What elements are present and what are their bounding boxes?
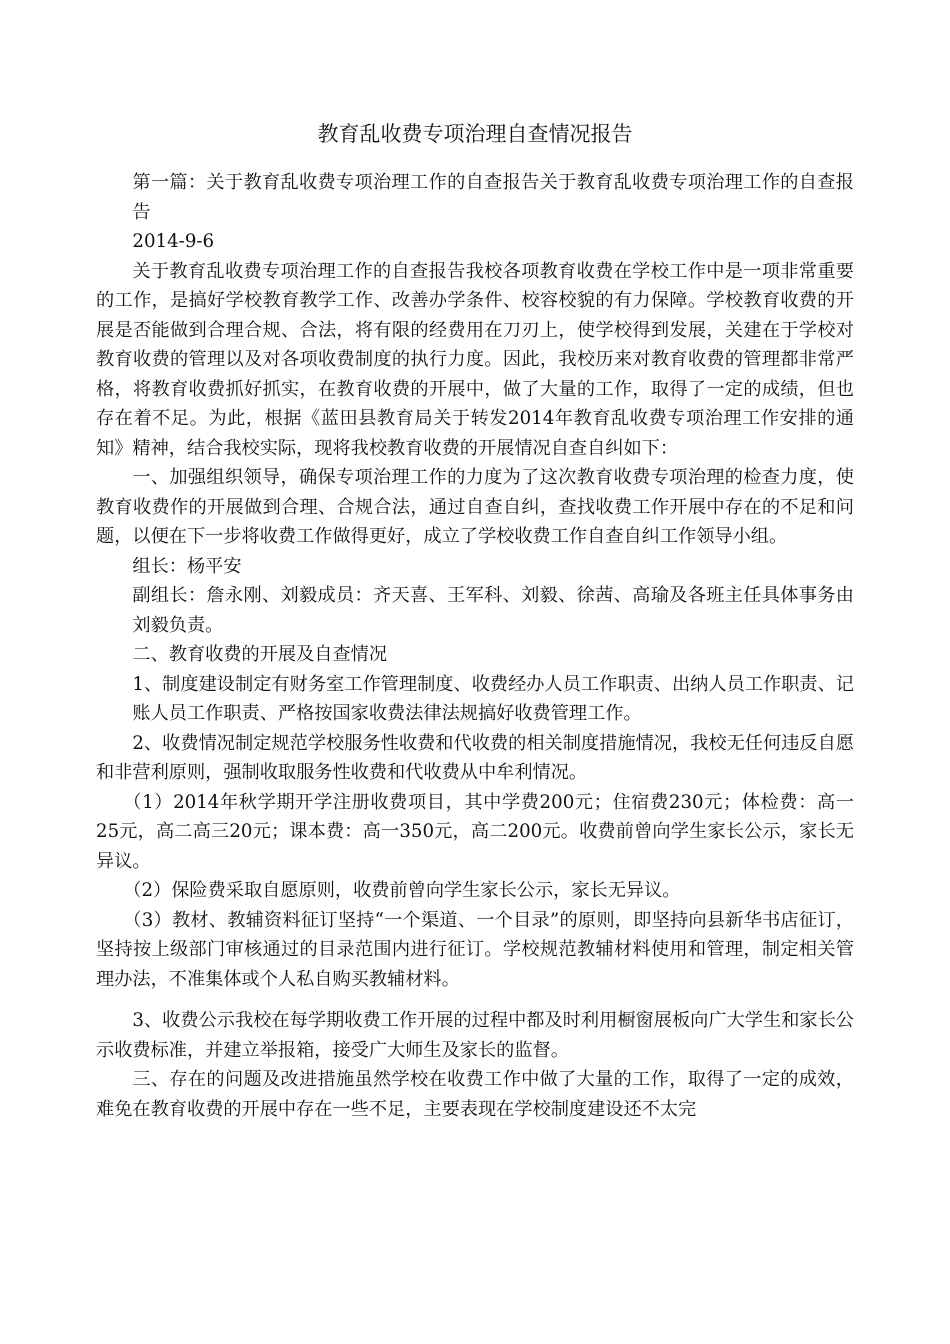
paragraph-section-1: 一、加强组织领导，确保专项治理工作的力度为了这次教育收费专项治理的检查力度，使教育收费作的开展做到合理、合规合法，通过自查自纠，查找收费工作开展中存在的不足和问题，以便在下一步将收费工作做得更好，成立了学校收费工作自查自纠工作领导小组。: [96, 467, 854, 547]
document-date: 2014-9-6: [132, 231, 215, 252]
document-body: [96, 168, 854, 1124]
paragraph-item-1: 1、制度建设制定有财务室工作管理制度、收费经办人员工作职责、出纳人员工作职责、记账人员工作职责、严格按国家收费法律法规搞好收费管理工作。: [132, 673, 854, 724]
paragraph-leader: 组长：杨平安: [132, 555, 242, 577]
paragraph-section-2: 二、教育收费的开展及自查情况: [132, 644, 388, 665]
paragraph-members: 副组长：詹永刚、刘毅成员：齐天喜、王军科、刘毅、徐茜、高瑜及各班主任具体事务由刘毅负责。: [132, 585, 854, 636]
paragraph-subitem-1: （1）2014年秋学期开学注册收费项目，其中学费200元；住宿费230元；体检费：高一25元，高二高三20元；课本费：高一350元，高二200元。收费前曾向学生家长公示，家长无异议。: [96, 791, 854, 872]
paragraph-subitem-3: （3）教材、教辅资料征订坚持“一个渠道、一个目录”的原则，即坚持向县新华书店征订，坚持按上级部门审核通过的目录范围内进行征订。学校规范教辅材料使用和管理，制定相关管理办法，不准集体或个人私自购买教辅材料。: [96, 909, 854, 990]
paragraph-section-3: 三、存在的问题及改进措施虽然学校在收费工作中做了大量的工作，取得了一定的成效，难免在教育收费的开展中存在一些不足，主要表现在学校制度建设还不太完: [96, 1069, 854, 1120]
paragraph-intro: 关于教育乱收费专项治理工作的自查报告我校各项教育收费在学校工作中是一项非常重要的工作，是搞好学校教育教学工作、改善办学条件、校容校貌的有力保障。学校教育收费的开展是否能做到合理合规、合法，将有限的经费用在刀刃上，使学校得到发展，关建在于学校对教育收费的管理以及对各项收费制度的执行力度。因此，我校历来对教育收费的管理都非常严格，将教育收费抓好抓实，在教育收费的开展中，做了大量的工作，取得了一定的成绩，但也存在着不足。为此，根据《蓝田县教育局关于转发2014年教育乱收费专项治理工作安排的通知》精神，结合我校实际，现将我校教育收费的开展情况自查自纠如下：: [96, 260, 854, 459]
paragraph-heading: 第一篇：关于教育乱收费专项治理工作的自查报告关于教育乱收费专项治理工作的自查报告: [132, 172, 854, 223]
document-title: 教育乱收费专项治理自查情况报告: [317, 122, 633, 146]
paragraph-subitem-2: （2）保险费采取自愿原则，收费前曾向学生家长公示，家长无异议。: [123, 880, 681, 901]
paragraph-item-2: 2、收费情况制定规范学校服务性收费和代收费的相关制度措施情况，我校无任何违反自愿和非营利原则，强制收取服务性收费和代收费从中牟利情况。: [96, 732, 854, 783]
paragraph-item-3: 3、收费公示我校在每学期收费工作开展的过程中都及时利用橱窗展板向广大学生和家长公示收费标准，并建立举报箱，接受广大师生及家长的监督。: [96, 1010, 854, 1061]
